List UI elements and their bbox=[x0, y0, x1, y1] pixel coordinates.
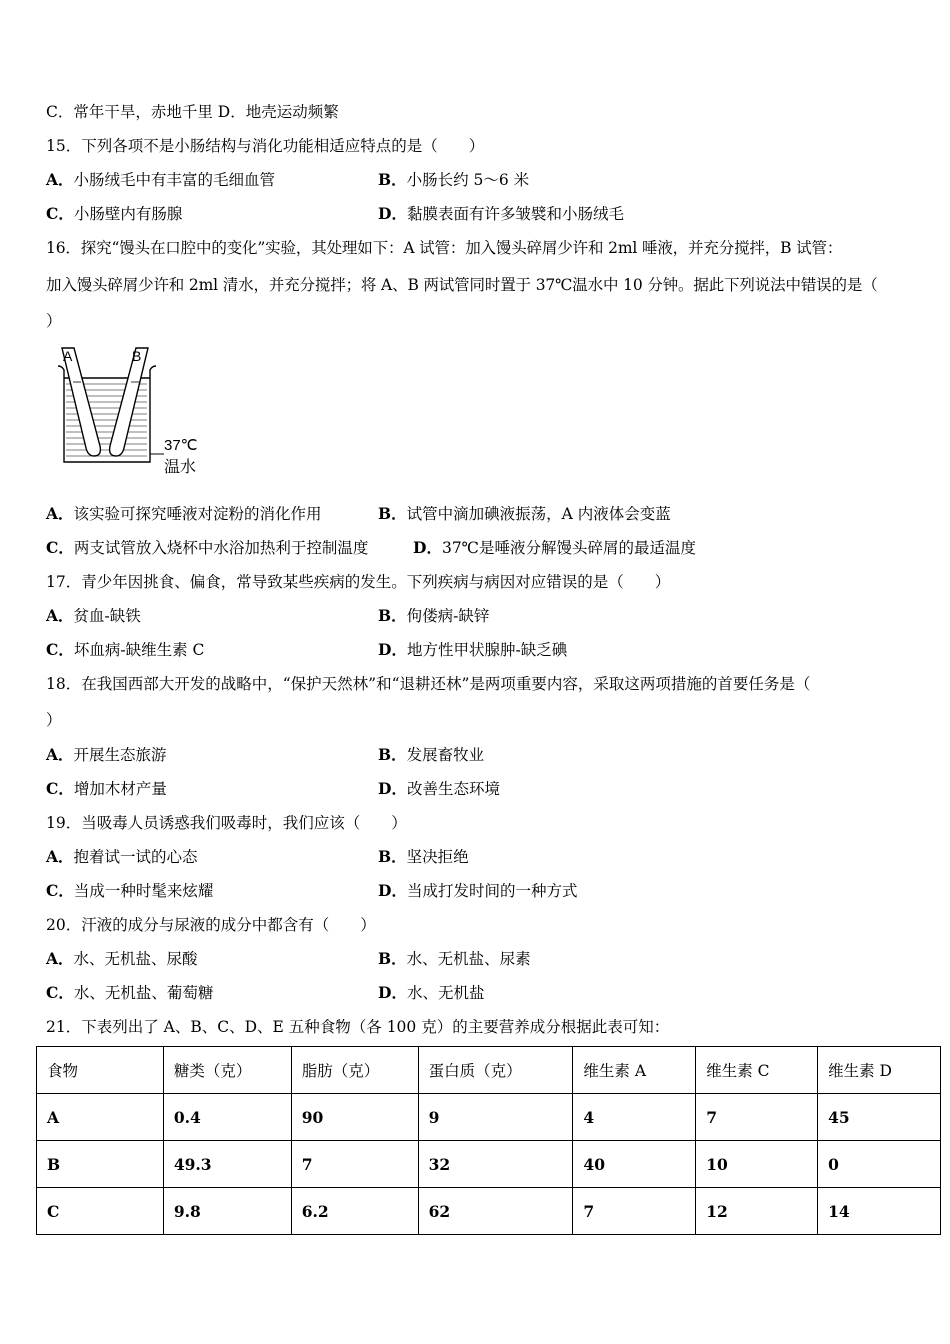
option-letter: D． bbox=[378, 983, 407, 1002]
table-cell: 0.4 bbox=[163, 1094, 291, 1141]
q17-option-b bbox=[378, 606, 489, 626]
q17-option-c bbox=[46, 640, 204, 660]
option-letter: D． bbox=[378, 881, 407, 900]
table-cell: 45 bbox=[818, 1094, 941, 1141]
option-text: 黏膜表面有许多皱襞和小肠绒毛 bbox=[406, 205, 624, 223]
table-cell: 7 bbox=[573, 1188, 696, 1235]
option-text: 水、无机盐 bbox=[406, 984, 485, 1002]
option-text: 水、无机盐、尿酸 bbox=[73, 950, 198, 968]
q15-option-d bbox=[378, 204, 624, 224]
option-text: 佝偻病-缺锌 bbox=[406, 607, 490, 625]
q20-option-b bbox=[378, 949, 531, 969]
table-cell: 32 bbox=[418, 1141, 573, 1188]
table-cell: 9 bbox=[418, 1094, 573, 1141]
option-letter: C． bbox=[46, 640, 74, 659]
option-letter: A． bbox=[46, 504, 74, 523]
beaker-illustration bbox=[58, 348, 164, 462]
option-letter: D． bbox=[378, 779, 407, 798]
option-letter: C． bbox=[46, 204, 74, 223]
q17-option-a bbox=[46, 606, 141, 626]
header-vitamin-a: 维生素 A bbox=[573, 1047, 696, 1094]
option-text: 两支试管放入烧杯中水浴加热利于控制温度 bbox=[73, 539, 369, 557]
table-cell: 14 bbox=[818, 1188, 941, 1235]
header-protein: 蛋白质（克） bbox=[418, 1047, 573, 1094]
option-letter: C． bbox=[46, 983, 74, 1002]
q18-stem-line1: 18．在我国西部大开发的战略中，“保护天然林”和“退耕还林”是两项重要内容，采取这两项措施的首要任务是（ bbox=[46, 675, 811, 693]
q16-stem-line1: 16．探究“馒头在口腔中的变化”实验，其处理如下：A 试管：加入馒头碎屑少许和 2ml 唾液，并充分搅拌，B 试管： bbox=[46, 239, 843, 257]
option-letter: C． bbox=[46, 779, 74, 798]
beaker-figure bbox=[54, 344, 214, 484]
table-header-row bbox=[37, 1047, 941, 1094]
option-letter: B． bbox=[378, 949, 407, 968]
table-cell: 40 bbox=[573, 1141, 696, 1188]
q15-stem: 15．下列各项不是小肠结构与消化功能相适应特点的是（ ） bbox=[46, 137, 485, 155]
header-carbs: 糖类（克） bbox=[163, 1047, 291, 1094]
q16-option-d bbox=[413, 538, 696, 558]
table-cell: 12 bbox=[696, 1188, 818, 1235]
q17-option-d bbox=[378, 640, 567, 660]
q19-option-a bbox=[46, 847, 198, 867]
option-text: 水、无机盐、尿素 bbox=[406, 950, 531, 968]
table-row bbox=[37, 1141, 941, 1188]
q15-option-b bbox=[378, 170, 529, 190]
header-fat: 脂肪（克） bbox=[291, 1047, 418, 1094]
q21-stem: 21．下表列出了 A、B、C、D、E 五种食物（各 100 克）的主要营养成分根据此表可知： bbox=[46, 1018, 670, 1036]
table-cell: B bbox=[37, 1141, 164, 1188]
q15-option-a bbox=[46, 170, 275, 190]
option-letter: B． bbox=[378, 745, 407, 764]
q18-option-a bbox=[46, 745, 167, 765]
q16-stem-line2: 加入馒头碎屑少许和 2ml 清水，并充分搅拌；将 A、B 两试管同时置于 37℃温水中 10 分钟。据此下列说法中错误的是（ bbox=[46, 276, 878, 294]
option-letter: C． bbox=[46, 538, 74, 557]
option-letter: A． bbox=[46, 949, 74, 968]
q19-option-d bbox=[378, 881, 577, 901]
option-text: 贫血-缺铁 bbox=[73, 607, 141, 625]
q19-stem: 19．当吸毒人员诱惑我们吸毒时，我们应该（ ） bbox=[46, 814, 407, 832]
option-letter: A． bbox=[46, 745, 74, 764]
table-cell: 4 bbox=[573, 1094, 696, 1141]
q16-option-c bbox=[46, 538, 368, 558]
q15-option-c bbox=[46, 204, 182, 224]
q17-stem: 17．青少年因挑食、偏食，常导致某些疾病的发生。下列疾病与病因对应错误的是（ ） bbox=[46, 573, 671, 591]
option-text: 水、无机盐、葡萄糖 bbox=[73, 984, 214, 1002]
q14-options-cd: C．常年干旱，赤地千里 D．地壳运动频繁 bbox=[46, 103, 339, 121]
table-cell: 10 bbox=[696, 1141, 818, 1188]
option-text: 该实验可探究唾液对淀粉的消化作用 bbox=[73, 505, 322, 523]
option-text: 试管中滴加碘液振荡，A 内液体会变蓝 bbox=[406, 505, 671, 523]
option-text: 抱着试一试的心态 bbox=[73, 848, 198, 866]
option-text: 开展生态旅游 bbox=[73, 746, 167, 764]
nutrition-table bbox=[36, 1046, 941, 1235]
temperature-label: 37℃ bbox=[164, 437, 198, 454]
option-letter: B． bbox=[378, 606, 407, 625]
q16-option-b bbox=[378, 504, 671, 524]
option-letter: C． bbox=[46, 881, 74, 900]
q20-option-d bbox=[378, 983, 484, 1003]
table-cell: 7 bbox=[696, 1094, 818, 1141]
option-text: 增加木材产量 bbox=[73, 780, 167, 798]
header-vitamin-d: 维生素 D bbox=[818, 1047, 941, 1094]
q20-option-a bbox=[46, 949, 198, 969]
option-text: 改善生态环境 bbox=[406, 780, 500, 798]
table-cell: 7 bbox=[291, 1141, 418, 1188]
option-letter: B． bbox=[378, 170, 407, 189]
option-letter: B． bbox=[378, 504, 407, 523]
option-text: 坚决拒绝 bbox=[406, 848, 469, 866]
table-row bbox=[37, 1188, 941, 1235]
q18-option-d bbox=[378, 779, 500, 799]
header-food: 食物 bbox=[37, 1047, 164, 1094]
table-cell: A bbox=[37, 1094, 164, 1141]
table-cell: C bbox=[37, 1188, 164, 1235]
option-text: 地方性甲状腺肿-缺乏碘 bbox=[406, 641, 568, 659]
table-row bbox=[37, 1094, 941, 1141]
q16-option-a bbox=[46, 504, 322, 524]
option-letter: D． bbox=[413, 538, 442, 557]
warm-water-label: 温水 bbox=[164, 457, 197, 476]
option-text: 发展畜牧业 bbox=[406, 746, 485, 764]
option-letter: D． bbox=[378, 640, 407, 659]
q19-option-c bbox=[46, 881, 213, 901]
table-cell: 0 bbox=[818, 1141, 941, 1188]
option-text: 当成一种时髦来炫耀 bbox=[73, 882, 214, 900]
tube-b-label: B bbox=[132, 348, 142, 364]
option-text: 小肠壁内有肠腺 bbox=[73, 205, 183, 223]
option-text: 坏血病-缺维生素 C bbox=[73, 641, 205, 659]
table-cell: 62 bbox=[418, 1188, 573, 1235]
table-cell: 6.2 bbox=[291, 1188, 418, 1235]
table-cell: 49.3 bbox=[163, 1141, 291, 1188]
option-text: 小肠绒毛中有丰富的毛细血管 bbox=[73, 171, 276, 189]
option-text: 当成打发时间的一种方式 bbox=[406, 882, 578, 900]
q18-option-b bbox=[378, 745, 484, 765]
q20-option-c bbox=[46, 983, 213, 1003]
tube-a-label: A bbox=[63, 348, 73, 364]
option-text: 37℃是唾液分解馒头碎屑的最适温度 bbox=[441, 539, 697, 557]
q16-stem-line3: ） bbox=[46, 312, 62, 330]
option-letter: A． bbox=[46, 847, 74, 866]
table-cell: 90 bbox=[291, 1094, 418, 1141]
option-letter: A． bbox=[46, 170, 74, 189]
option-text: 小肠长约 5～6 米 bbox=[406, 171, 530, 189]
table-cell: 9.8 bbox=[163, 1188, 291, 1235]
q19-option-b bbox=[378, 847, 469, 867]
option-letter: A． bbox=[46, 606, 74, 625]
q18-stem-line2: ） bbox=[46, 711, 62, 729]
option-letter: B． bbox=[378, 847, 407, 866]
header-vitamin-c: 维生素 C bbox=[696, 1047, 818, 1094]
q20-stem: 20．汗液的成分与尿液的成分中都含有（ ） bbox=[46, 916, 376, 934]
q18-option-c bbox=[46, 779, 167, 799]
option-letter: D． bbox=[378, 204, 407, 223]
